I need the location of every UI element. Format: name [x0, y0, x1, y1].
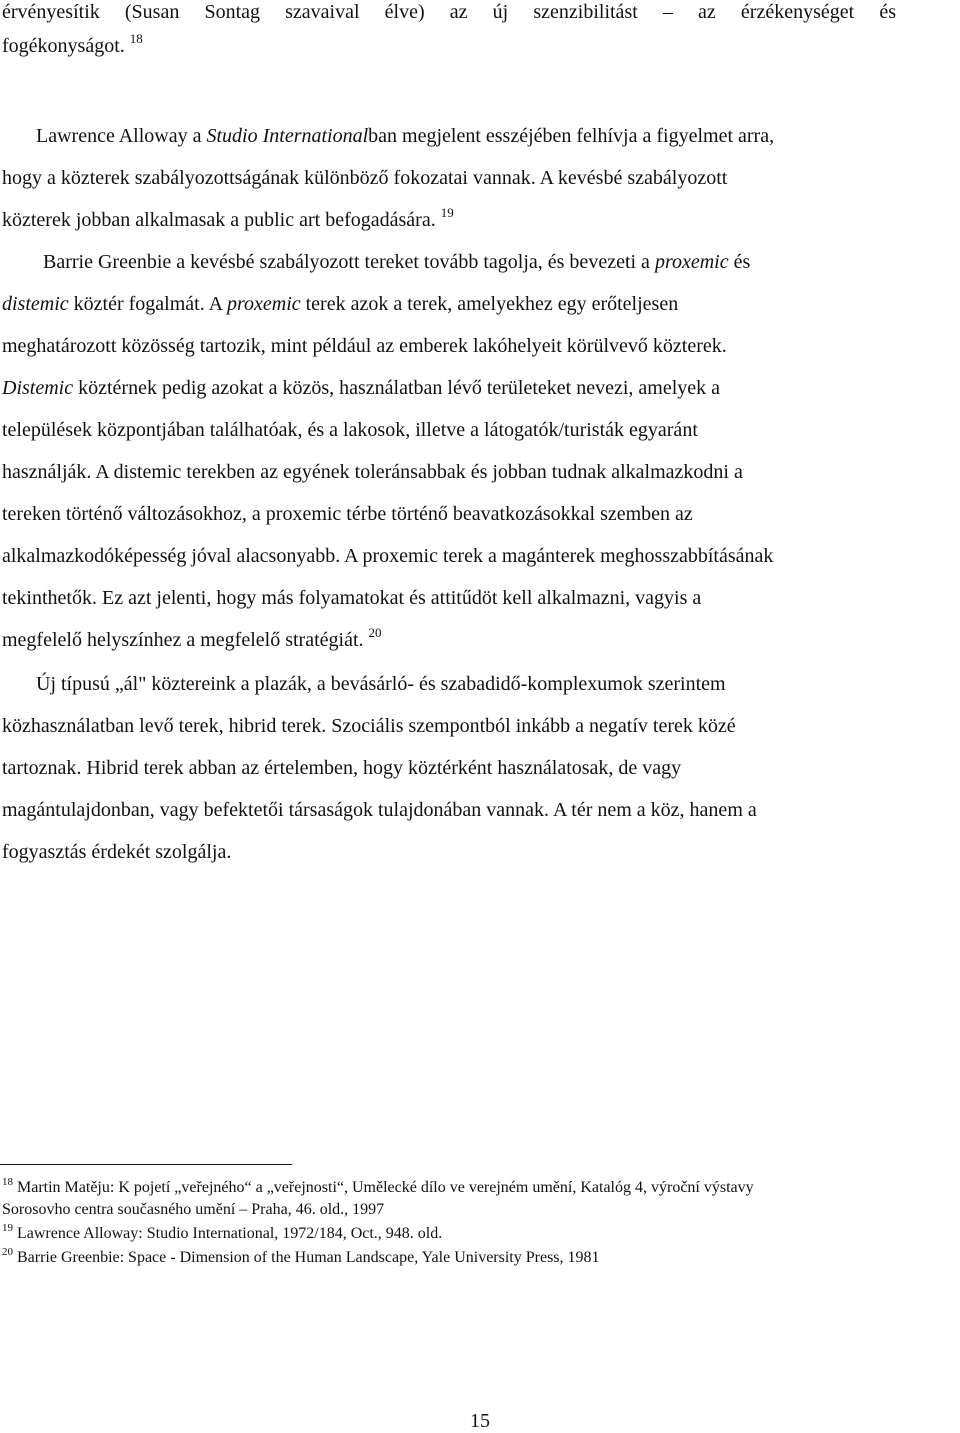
text-run: használják. A distemic terekben az egyének toleránsabbak és jobban tudnak alkalmazkodni a	[2, 461, 743, 483]
body-line	[2, 292, 678, 316]
text-run: köztér fogalmát. A	[68, 293, 227, 315]
text-run: fogékonyságot.	[2, 35, 125, 57]
body-line	[2, 31, 143, 58]
body-line	[2, 418, 698, 442]
body-line	[36, 672, 726, 696]
text-run: közhasználatban levő terek, hibrid terek. Szociális szempontból inkább a negatív terek közé	[2, 715, 736, 737]
text-run: megfelelő helyszínhez a megfelelő stratégiát.	[2, 629, 364, 651]
text-run: Barrie Greenbie a kevésbé szabályozott tereket tovább tagolja, és bevezeti a	[43, 251, 655, 273]
body-line	[2, 625, 382, 652]
italic-term: distemic	[2, 293, 69, 315]
body-line	[2, 756, 681, 780]
body-line	[2, 798, 757, 822]
text-run: érvényesítik (Susan Sontag szavaival élve) az új szenzibilitást – az érzékenységet és	[2, 1, 896, 23]
text-run: terek azok a terek, amelyekhez egy erőteljesen	[300, 293, 679, 315]
body-line	[2, 334, 727, 358]
footnote-19	[2, 1224, 442, 1244]
text-run: magántulajdonban, vagy befektetői társaságok tulajdonában vannak. A tér nem a köz, hanem a	[2, 799, 757, 821]
text-run: Új típusú „ál" köztereink a plazák, a bevásárló- és szabadidő-komplexumok szerintem	[36, 673, 726, 695]
footnote-text: Sorosovho centra současného umění – Praha, 46. old., 1997	[2, 1201, 385, 1218]
body-line	[2, 205, 454, 232]
text-run: tekinthetők. Ez azt jelenti, hogy más folyamatokat és attitűdöt kell alkalmazni, vagyis a	[2, 587, 702, 609]
body-line	[2, 502, 693, 526]
body-line	[36, 124, 774, 148]
italic-term: Distemic	[2, 377, 74, 399]
footnote-text: Lawrence Alloway: Studio International, 1972/184, Oct., 948. old.	[17, 1225, 443, 1242]
footnote-separator	[0, 1164, 292, 1165]
body-line	[2, 714, 736, 738]
text-run: köztérnek pedig azokat a közös, használatban lévő területeket nevezi, amelyek a	[73, 377, 721, 399]
body-line	[2, 586, 701, 610]
body-line	[2, 840, 231, 864]
footnote-number: 18	[2, 1176, 13, 1188]
text-run: és	[728, 251, 751, 273]
italic-term: Studio International	[206, 125, 369, 147]
body-line	[2, 0, 896, 24]
text-run: alkalmazkodóképesség jóval alacsonyabb. A proxemic terek a magánterek meghosszabbításának	[2, 545, 774, 567]
text-run: települések központjában találhatóak, és a lakosok, illetve a látogatók/turisták egyaránt	[2, 419, 698, 441]
footnote-number: 20	[2, 1246, 13, 1258]
body-line	[2, 166, 727, 190]
page-number: 15	[470, 1410, 490, 1432]
body-line	[2, 544, 773, 568]
text-run: hogy a közterek szabályozottságának különböző fokozatai vannak. A kevésbé szabályozott	[2, 167, 728, 189]
italic-term: proxemic	[654, 251, 729, 273]
footnote-text: Martin Matěju: K pojetí „veřejného“ a „veřejnosti“, Umělecké dílo ve verejném umění, Katalóg 4, výroční výstavy	[17, 1179, 754, 1196]
text-run: meghatározott közösség tartozik, mint például az emberek lakóhelyeit körülvevő közterek.	[2, 335, 727, 357]
italic-term: proxemic	[226, 293, 301, 315]
text-run: tereken történő változásokhoz, a proxemic térbe történő beavatkozásokkal szemben az	[2, 503, 693, 525]
text-run: közterek jobban alkalmasak a public art befogadására.	[2, 209, 436, 231]
text-run: Lawrence Alloway a	[36, 125, 207, 147]
body-line	[43, 250, 750, 274]
text-run: fogyasztás érdekét szolgálja.	[2, 841, 232, 863]
footnote-reference: 19	[440, 205, 454, 220]
body-line	[2, 460, 743, 484]
footnote-number: 19	[2, 1222, 13, 1234]
text-run: tartoznak. Hibrid terek abban az értelemben, hogy köztérként használatosak, de vagy	[2, 757, 682, 779]
footnote-reference: 20	[368, 625, 382, 640]
footnote-18-continued	[2, 1200, 384, 1220]
body-line	[2, 376, 720, 400]
text-run: ban megjelent esszéjében felhívja a figyelmet arra,	[368, 125, 775, 147]
footnote-18	[2, 1178, 754, 1198]
footnote-reference: 18	[129, 31, 143, 46]
footnote-text: Barrie Greenbie: Space - Dimension of the Human Landscape, Yale University Press, 1981	[17, 1249, 600, 1266]
footnote-20	[2, 1248, 600, 1268]
